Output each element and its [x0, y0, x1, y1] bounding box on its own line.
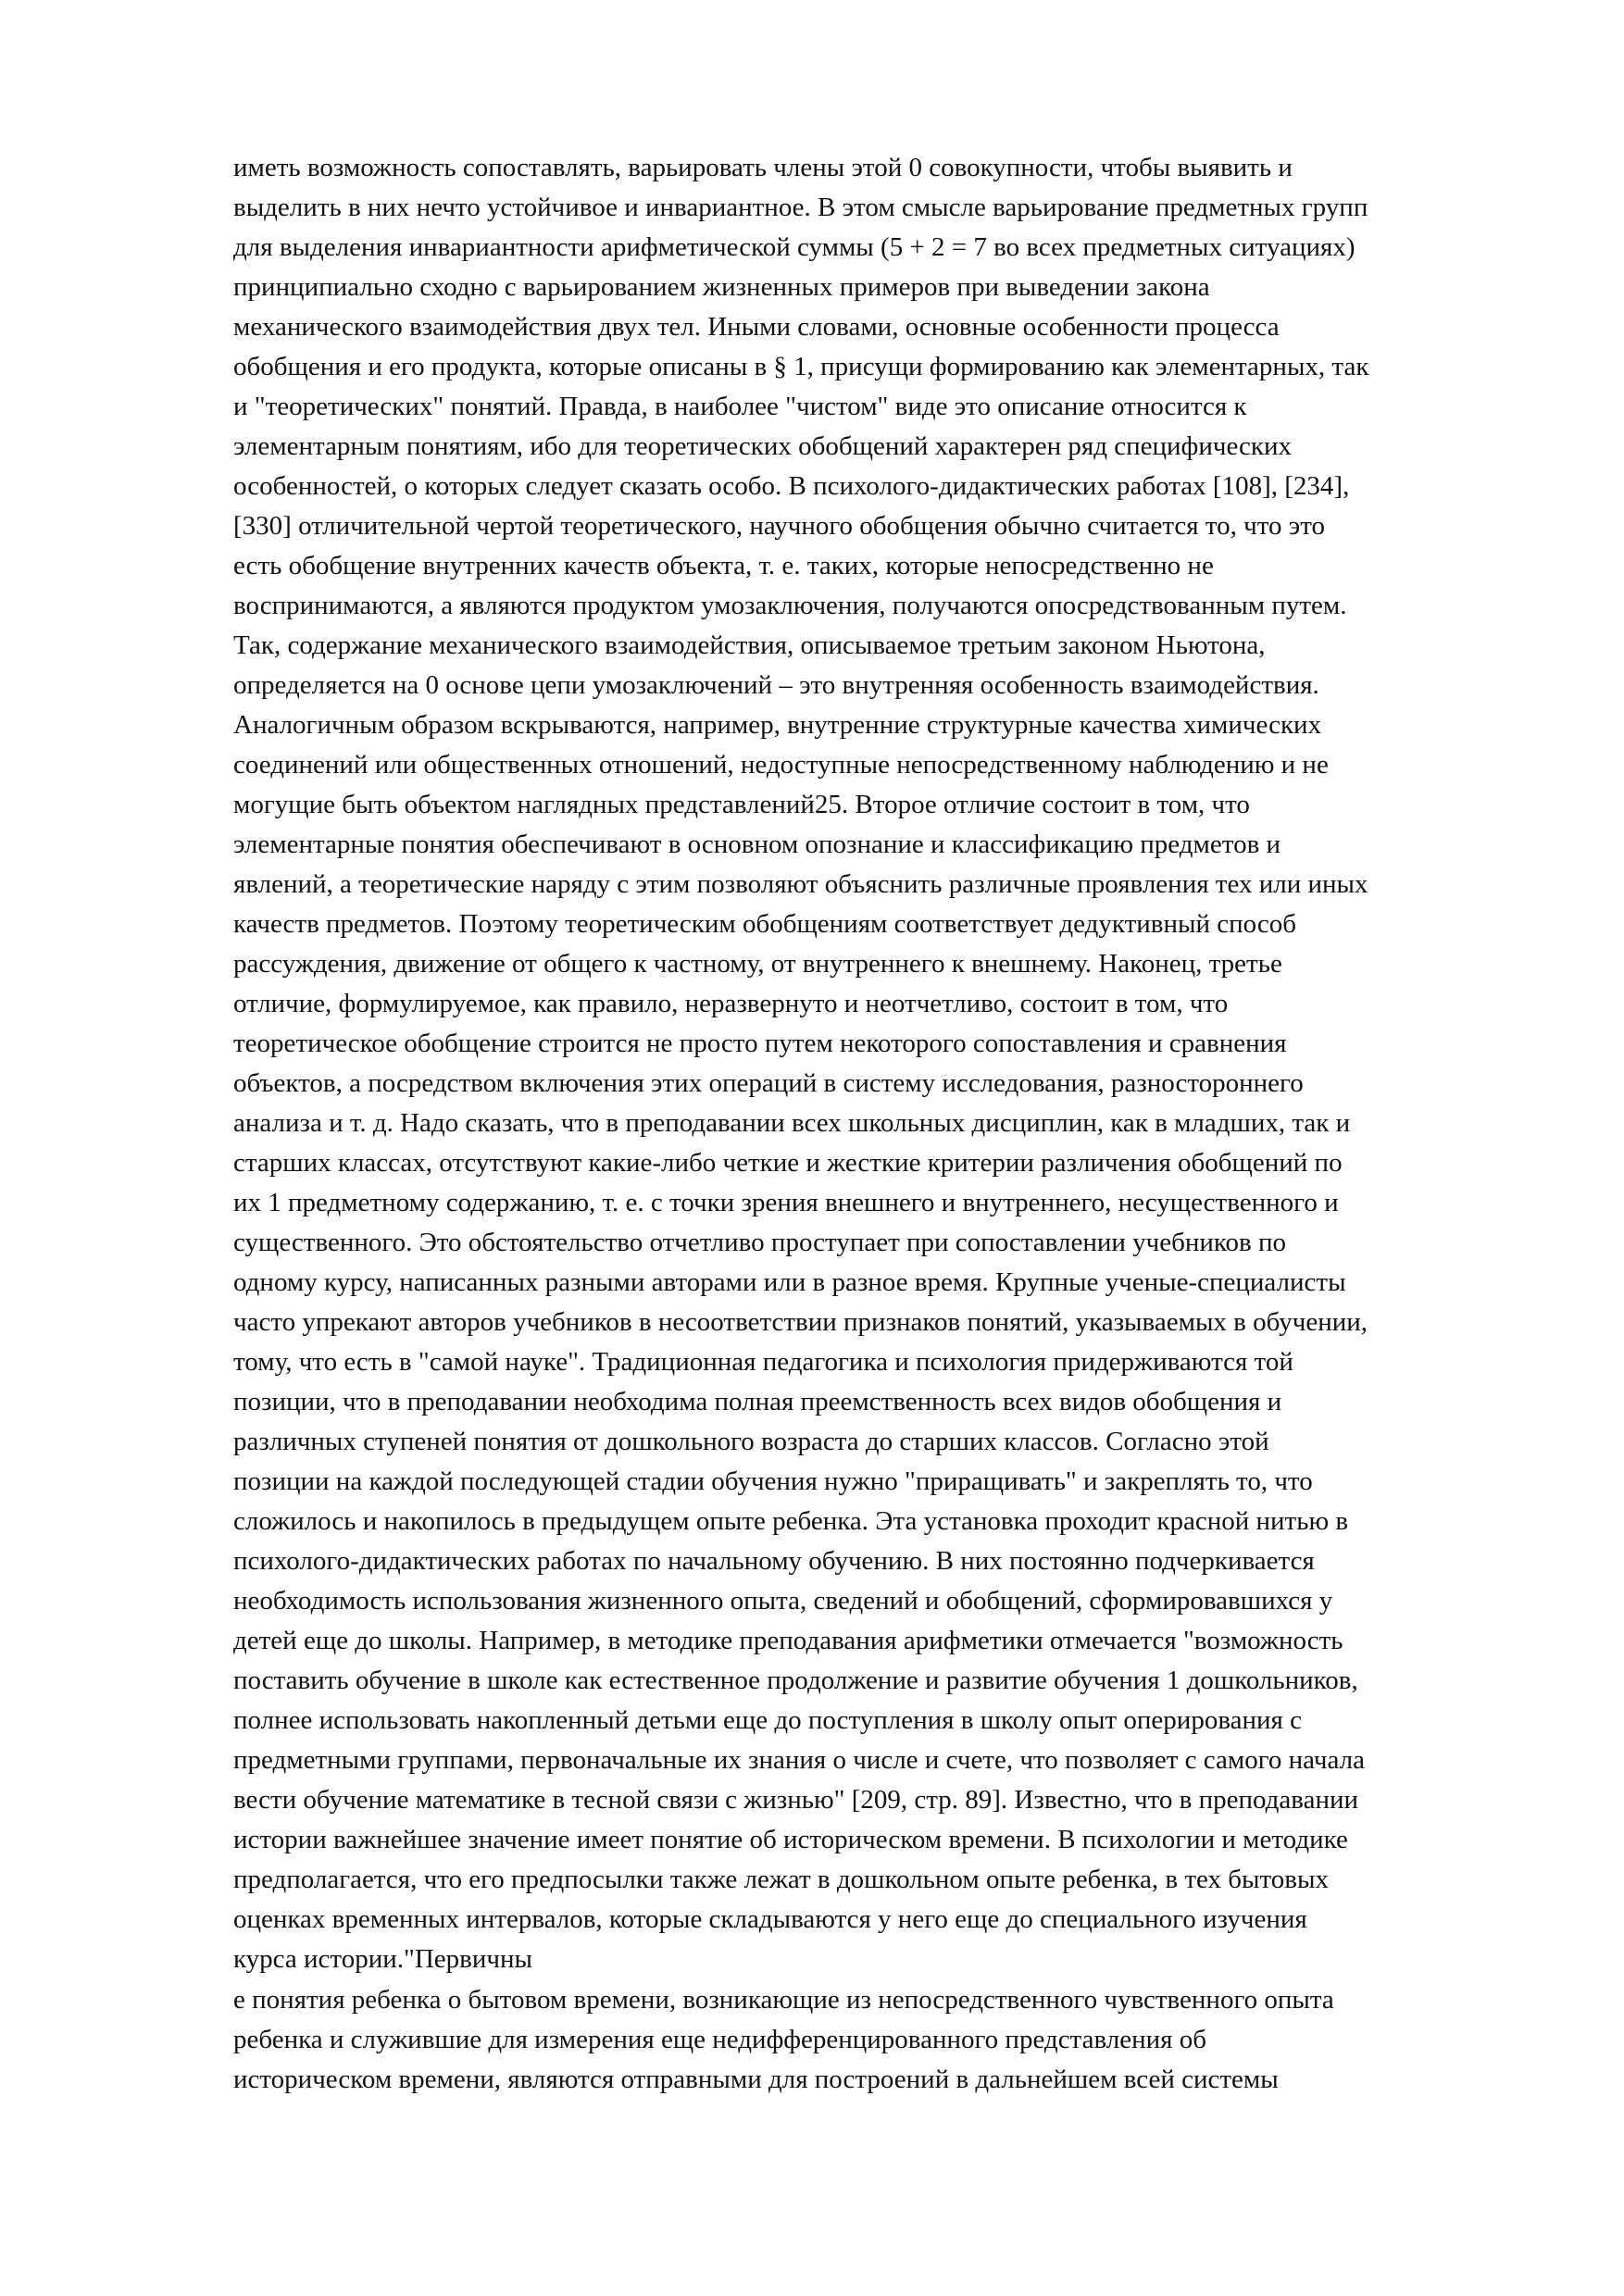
text-line: курса истории."Первичны [233, 1944, 532, 1974]
text-line: могущие быть объектом наглядных представлений25. Второе отличие состоит в том, что [233, 790, 1250, 819]
text-line: различных ступеней понятия от дошкольного возраста до старших классов. Согласно этой [233, 1427, 1269, 1456]
text-line: необходимость использования жизненного опыта, сведений и обобщений, сформировавшихся у [233, 1586, 1333, 1616]
text-line: для выделения инвариантности арифметической суммы (5 + 2 = 7 во всех предметных ситуациях) [233, 232, 1355, 262]
text-line: предполагается, что его предпосылки также лежат в дошкольном опыте ребенка, в тех бытовых [233, 1865, 1329, 1894]
text-line: воспринимаются, а являются продуктом умозаключения, получаются опосредствованным путем. [233, 591, 1347, 620]
text-line: принципиально сходно с варьированием жизненных примеров при выведении закона [233, 272, 1210, 302]
text-line: позиции, что в преподавании необходима полная преемственность всех видов обобщения и [233, 1387, 1282, 1416]
text-line: ребенка и служившие для измерения еще недифференцированного представления об [233, 2025, 1206, 2054]
text-line: механического взаимодействия двух тел. Иными словами, основные особенности процесса [233, 312, 1280, 342]
text-line: Аналогичным образом вскрываются, например, внутренние структурные качества химических [233, 710, 1322, 740]
text-line: иметь возможность сопоставлять, варьировать члены этой 0 совокупности, чтобы выявить и [233, 153, 1293, 182]
text-line: истории важнейшее значение имеет понятие об историческом времени. В психологии и методике [233, 1825, 1348, 1854]
text-line: сложилось и накопилось в предыдущем опыте ребенка. Эта установка проходит красной нитью в [233, 1506, 1349, 1536]
text-line: анализа и т. д. Надо сказать, что в преподавании всех школьных дисциплин, как в младших, так и [233, 1108, 1351, 1138]
text-line: соединений или общественных отношений, недоступные непосредственному наблюдению и не [233, 750, 1329, 780]
text-line: рассуждения, движение от общего к частному, от внутреннего к внешнему. Наконец, третье [233, 949, 1282, 979]
text-line: выделить в них нечто устойчивое и инвариантное. В этом смысле варьирование предметных групп [233, 193, 1368, 222]
text-line: поставить обучение в школе как естественное продолжение и развитие обучения 1 дошкольников, [233, 1666, 1358, 1695]
text-line: элементарные понятия обеспечивают в основном опознание и классификацию предметов и [233, 830, 1281, 859]
body-paragraph [233, 148, 1548, 1979]
text-line: [330] отличительной чертой теоретического, научного обобщения обычно считается то, что это [233, 511, 1326, 541]
text-line: объектов, а посредством включения этих операций в систему исследования, разностороннего [233, 1068, 1304, 1098]
text-line: тому, что есть в "самой науке". Традиционная педагогика и психология придерживаются той [233, 1347, 1293, 1377]
text-line: теоретическое обобщение строится не просто путем некоторого сопоставления и сравнения [233, 1029, 1287, 1058]
text-line: позиции на каждой последующей стадии обучения нужно "приращивать" и закреплять то, что [233, 1466, 1313, 1496]
text-line: явлений, а теоретические наряду с этим позволяют объяснить различные проявления тех или иных [233, 869, 1368, 899]
text-line: и "теоретических" понятий. Правда, в наиболее "чистом" виде это описание относится к [233, 392, 1247, 421]
text-line: одному курсу, написанных разными авторами или в разное время. Крупные ученые-специалисты [233, 1267, 1346, 1297]
text-line: детей еще до школы. Например, в методике преподавания арифметики отмечается "возможность [233, 1626, 1343, 1655]
text-line: есть обобщение внутренних качеств объекта, т. е. таких, которые непосредственно не [233, 551, 1214, 580]
text-line: их 1 предметному содержанию, т. е. с точки зрения внешнего и внутреннего, несущественного и [233, 1188, 1339, 1217]
text-line: полнее использовать накопленный детьми еще до поступления в школу опыт оперирования с [233, 1705, 1302, 1735]
body-paragraph-continued [233, 1980, 1548, 2100]
text-line: е понятия ребенка о бытовом времени, возникающие из непосредственного чувственного опыта [233, 1985, 1334, 2015]
text-line: обобщения и его продукта, которые описаны в § 1, присущи формированию как элементарных, так [233, 352, 1369, 381]
text-line: качеств предметов. Поэтому теоретическим обобщениям соответствует дедуктивный способ [233, 909, 1296, 939]
text-line: отличие, формулируемое, как правило, неразвернуто и неотчетливо, состоит в том, что [233, 989, 1229, 1018]
text-line: предметными группами, первоначальные их знания о числе и счете, что позволяет с самого начала [233, 1745, 1365, 1775]
text-line: вести обучение математике в тесной связи с жизнью" [209, стр. 89]. Известно, что в преподавании [233, 1785, 1359, 1815]
text-line: элементарным понятиям, ибо для теоретических обобщений характерен ряд специфических [233, 431, 1293, 461]
text-line: старших классах, отсутствуют какие-либо четкие и жесткие критерии различения обобщений по [233, 1148, 1343, 1178]
text-line: существенного. Это обстоятельство отчетливо проступает при сопоставлении учебников по [233, 1228, 1286, 1257]
text-line: особенностей, о которых следует сказать особо. В психолого-дидактических работах [108], [234], [233, 471, 1350, 501]
text-line: оценках временных интервалов, которые складываются у него еще до специального изучения [233, 1904, 1307, 1934]
text-line: часто упрекают авторов учебников в несоответствии признаков понятий, указываемых в обучении, [233, 1307, 1368, 1337]
text-line: психолого-дидактических работах по начальному обучению. В них постоянно подчеркивается [233, 1546, 1315, 1576]
text-line: определяется на 0 основе цепи умозаключений – это внутренняя особенность взаимодействия. [233, 670, 1319, 700]
text-line: историческом времени, являются отправными для построений в дальнейшем всей системы [233, 2065, 1279, 2094]
text-line: Так, содержание механического взаимодействия, описываемое третьим законом Ньютона, [233, 630, 1266, 660]
